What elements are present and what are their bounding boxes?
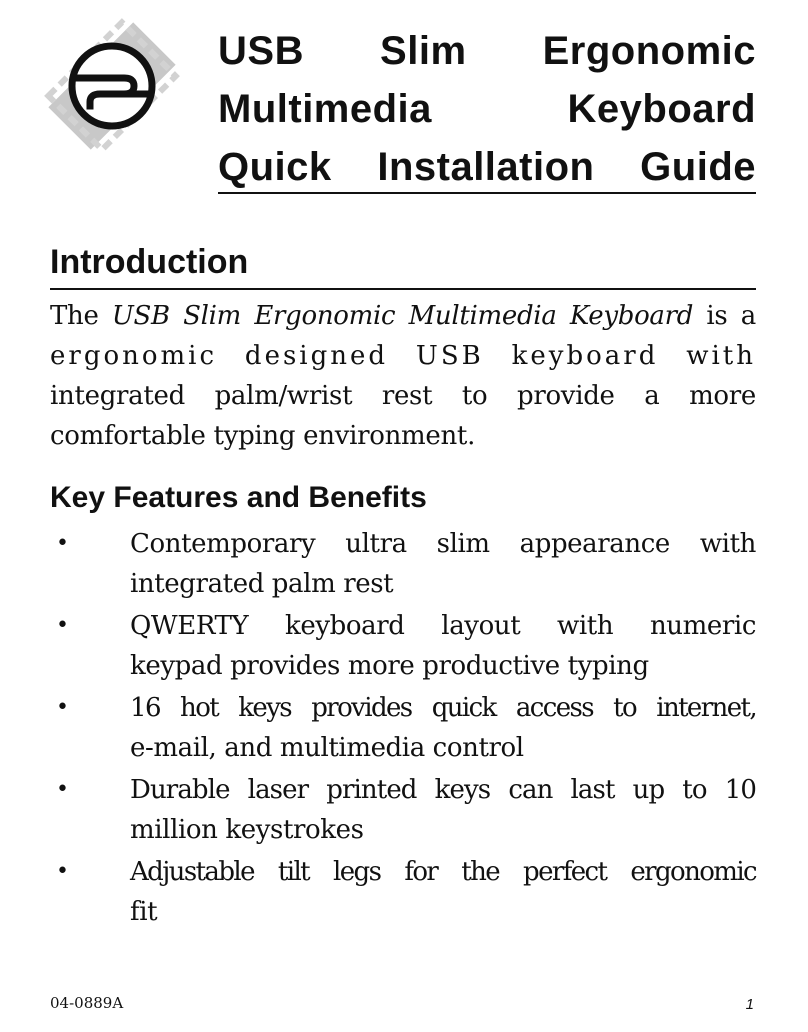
feature-line: QWERTY keyboard layout with numeric	[130, 611, 756, 641]
title-divider	[218, 192, 756, 194]
title-line-3: Quick Installation Guide	[218, 145, 756, 189]
intro-text-after: is a	[693, 301, 756, 331]
feature-line: e-mail, and multimedia control	[130, 733, 524, 763]
bullet-icon: •	[56, 859, 69, 884]
feature-line: Durable laser printed keys can last up to 10	[130, 775, 756, 805]
introduction-divider	[50, 288, 756, 290]
intro-line-2: ergonomic designed USB keyboard with	[50, 341, 756, 371]
bullet-icon: •	[56, 531, 69, 556]
introduction-paragraph	[50, 296, 756, 456]
document-title	[218, 22, 756, 196]
document-number: 04-0889A	[50, 994, 124, 1012]
feature-item	[50, 606, 756, 686]
title-line-2: Multimedia Keyboard	[218, 87, 756, 131]
bullet-icon: •	[56, 695, 69, 720]
feature-line: integrated palm rest	[130, 569, 394, 599]
feature-item	[50, 770, 756, 850]
bullet-icon: •	[56, 613, 69, 638]
intro-line-1	[50, 296, 756, 336]
page-number: 1	[745, 996, 754, 1013]
feature-item	[50, 688, 756, 768]
features-list	[50, 524, 756, 934]
feature-line: million keystrokes	[130, 815, 364, 845]
title-line-1: USB Slim Ergonomic	[218, 29, 756, 73]
introduction-heading: Introduction	[50, 243, 249, 281]
bullet-icon: •	[56, 777, 69, 802]
intro-line-4: comfortable typing environment.	[50, 421, 476, 451]
feature-line: keypad provides more productive typing	[130, 651, 649, 681]
features-heading: Key Features and Benefits	[50, 481, 427, 514]
feature-line: Adjustable tilt legs for the perfect ergonomic	[130, 857, 756, 887]
brand-logo	[42, 16, 182, 156]
intro-line-3: integrated palm/wrist rest to provide a more	[50, 381, 756, 411]
intro-product-name: USB Slim Ergonomic Multimedia Keyboard	[111, 301, 694, 331]
feature-line: Contemporary ultra slim appearance with	[130, 529, 756, 559]
feature-line: fit	[130, 897, 158, 927]
feature-item	[50, 852, 756, 932]
feature-item	[50, 524, 756, 604]
intro-text-before: The	[50, 301, 112, 331]
feature-line: 16 hot keys provides quick access to internet,	[130, 693, 756, 723]
